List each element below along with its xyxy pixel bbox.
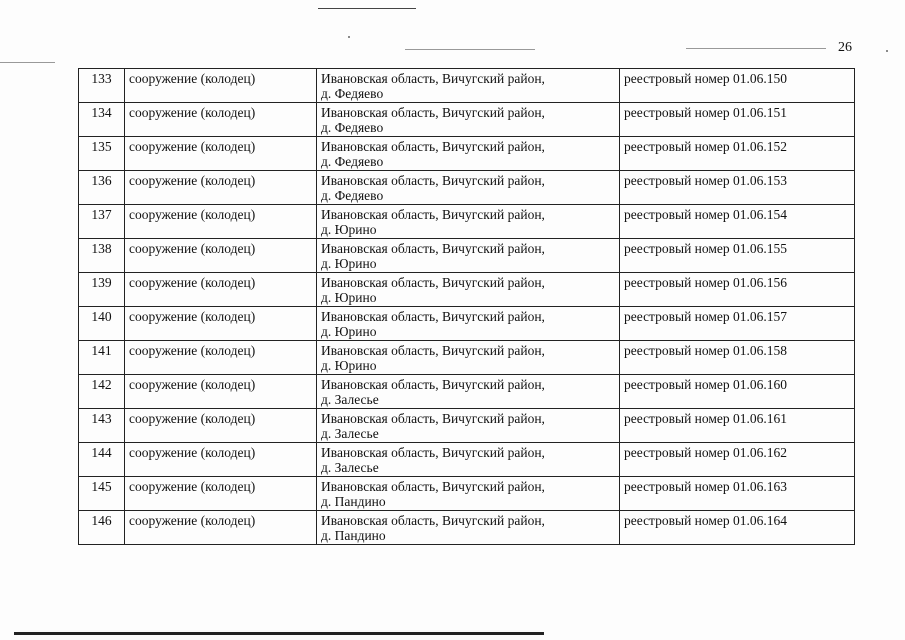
object-address [317, 103, 620, 137]
object-name: сооружение (колодец) [125, 443, 317, 477]
object-address [317, 69, 620, 103]
address-region: Ивановская область, Вичугский район, [321, 445, 545, 460]
table-row [79, 205, 855, 239]
address-region: Ивановская область, Вичугский район, [321, 275, 545, 290]
address-region: Ивановская область, Вичугский район, [321, 377, 545, 392]
address-region: Ивановская область, Вичугский район, [321, 207, 545, 222]
address-village: д. Федяево [321, 86, 384, 101]
object-name: сооружение (колодец) [125, 103, 317, 137]
object-name: сооружение (колодец) [125, 341, 317, 375]
address-village: д. Залесье [321, 460, 379, 475]
address-village: д. Залесье [321, 392, 379, 407]
address-region: Ивановская область, Вичугский район, [321, 241, 545, 256]
row-number: 135 [79, 137, 125, 171]
table-row [79, 69, 855, 103]
object-name: сооружение (колодец) [125, 69, 317, 103]
table-row [79, 443, 855, 477]
object-address [317, 239, 620, 273]
row-number: 145 [79, 477, 125, 511]
table-row [79, 511, 855, 545]
row-number: 137 [79, 205, 125, 239]
registry-table [78, 68, 855, 545]
registry-number: реестровый номер 01.06.163 [620, 477, 855, 511]
object-name: сооружение (колодец) [125, 239, 317, 273]
row-number: 146 [79, 511, 125, 545]
object-address [317, 477, 620, 511]
registry-number: реестровый номер 01.06.160 [620, 375, 855, 409]
registry-number: реестровый номер 01.06.155 [620, 239, 855, 273]
object-address [317, 307, 620, 341]
registry-number: реестровый номер 01.06.152 [620, 137, 855, 171]
table-row [79, 137, 855, 171]
object-name: сооружение (колодец) [125, 273, 317, 307]
footer-rule [14, 632, 544, 635]
object-address [317, 137, 620, 171]
object-address [317, 375, 620, 409]
object-address [317, 341, 620, 375]
scan-artifact [348, 36, 350, 38]
object-name: сооружение (колодец) [125, 511, 317, 545]
object-address [317, 409, 620, 443]
address-village: д. Федяево [321, 154, 384, 169]
registry-table-body [79, 69, 855, 545]
table-row [79, 477, 855, 511]
table-row [79, 273, 855, 307]
object-name: сооружение (колодец) [125, 409, 317, 443]
address-village: д. Юрино [321, 256, 377, 271]
address-village: д. Юрино [321, 290, 377, 305]
address-village: д. Федяево [321, 120, 384, 135]
address-village: д. Юрино [321, 222, 377, 237]
address-village: д. Залесье [321, 426, 379, 441]
row-number: 144 [79, 443, 125, 477]
object-name: сооружение (колодец) [125, 137, 317, 171]
object-name: сооружение (колодец) [125, 307, 317, 341]
object-address [317, 443, 620, 477]
address-village: д. Юрино [321, 358, 377, 373]
row-number: 136 [79, 171, 125, 205]
table-row [79, 341, 855, 375]
address-village: д. Пандино [321, 528, 386, 543]
table-row [79, 409, 855, 443]
registry-number: реестровый номер 01.06.157 [620, 307, 855, 341]
registry-number: реестровый номер 01.06.164 [620, 511, 855, 545]
address-village: д. Юрино [321, 324, 377, 339]
registry-number: реестровый номер 01.06.150 [620, 69, 855, 103]
object-name: сооружение (колодец) [125, 375, 317, 409]
object-address [317, 171, 620, 205]
address-village: д. Пандино [321, 494, 386, 509]
table-row [79, 171, 855, 205]
object-name: сооружение (колодец) [125, 205, 317, 239]
registry-number: реестровый номер 01.06.156 [620, 273, 855, 307]
row-number: 140 [79, 307, 125, 341]
object-address [317, 273, 620, 307]
table-row [79, 103, 855, 137]
scan-artifact [405, 49, 535, 50]
registry-number: реестровый номер 01.06.162 [620, 443, 855, 477]
scan-artifact [0, 62, 55, 63]
address-region: Ивановская область, Вичугский район, [321, 173, 545, 188]
table-row [79, 239, 855, 273]
row-number: 139 [79, 273, 125, 307]
object-name: сооружение (колодец) [125, 171, 317, 205]
address-region: Ивановская область, Вичугский район, [321, 343, 545, 358]
page-number: 26 [838, 40, 852, 55]
table-row [79, 375, 855, 409]
address-region: Ивановская область, Вичугский район, [321, 411, 545, 426]
registry-number: реестровый номер 01.06.151 [620, 103, 855, 137]
object-address [317, 511, 620, 545]
row-number: 134 [79, 103, 125, 137]
registry-number: реестровый номер 01.06.153 [620, 171, 855, 205]
scan-artifact [686, 48, 826, 49]
row-number: 142 [79, 375, 125, 409]
table-row [79, 307, 855, 341]
row-number: 138 [79, 239, 125, 273]
address-region: Ивановская область, Вичугский район, [321, 513, 545, 528]
address-village: д. Федяево [321, 188, 384, 203]
registry-number: реестровый номер 01.06.161 [620, 409, 855, 443]
object-name: сооружение (колодец) [125, 477, 317, 511]
address-region: Ивановская область, Вичугский район, [321, 105, 545, 120]
address-region: Ивановская область, Вичугский район, [321, 139, 545, 154]
scan-artifact [886, 50, 888, 52]
address-region: Ивановская область, Вичугский район, [321, 479, 545, 494]
registry-number: реестровый номер 01.06.158 [620, 341, 855, 375]
header-rule [318, 8, 416, 9]
registry-number: реестровый номер 01.06.154 [620, 205, 855, 239]
row-number: 133 [79, 69, 125, 103]
row-number: 143 [79, 409, 125, 443]
address-region: Ивановская область, Вичугский район, [321, 71, 545, 86]
row-number: 141 [79, 341, 125, 375]
address-region: Ивановская область, Вичугский район, [321, 309, 545, 324]
object-address [317, 205, 620, 239]
